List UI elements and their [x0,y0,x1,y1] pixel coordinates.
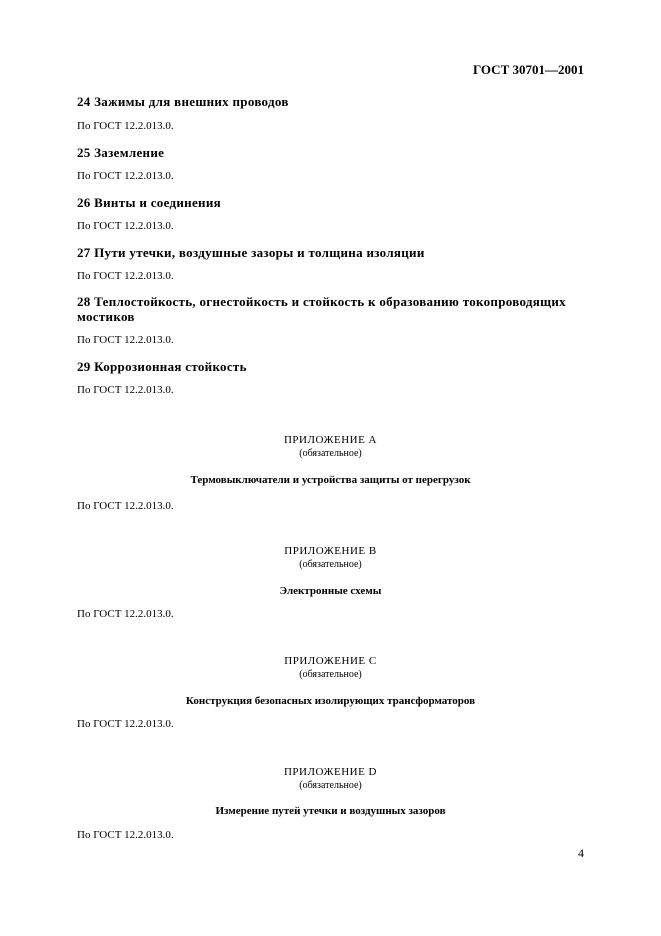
appendix-c-text: По ГОСТ 12.2.013.0. [77,718,174,730]
section-25-title: 25 Заземление [77,145,165,160]
appendix-c-status: (обязательное) [299,669,362,680]
appendix-b-status: (обязательное) [299,559,362,570]
appendix-a-text: По ГОСТ 12.2.013.0. [77,500,174,512]
appendix-a-status: (обязательное) [299,448,362,459]
document-id: ГОСТ 30701—2001 [472,62,584,77]
appendix-c-title: Конструкция безопасных изолирующих трансформаторов [185,695,476,707]
appendix-d-label: ПРИЛОЖЕНИЕ D [283,766,377,778]
section-25-text: По ГОСТ 12.2.013.0. [77,170,174,182]
page-number: 4 [578,846,584,860]
section-26-text: По ГОСТ 12.2.013.0. [77,220,174,232]
appendix-b-label: ПРИЛОЖЕНИЕ В [284,545,377,557]
appendix-a-label: ПРИЛОЖЕНИЕ А [283,434,377,446]
section-29-text: По ГОСТ 12.2.013.0. [77,384,174,396]
section-27-text: По ГОСТ 12.2.013.0. [77,270,174,282]
appendix-c-label: ПРИЛОЖЕНИЕ С [284,655,377,667]
section-26-title: 26 Винты и соединения [77,195,221,210]
appendix-a-title: Термовыключатели и устройства защиты от перегрузок [190,474,471,486]
section-24-title: 24 Зажимы для внешних проводов [77,94,289,109]
section-28-text: По ГОСТ 12.2.013.0. [77,334,174,346]
section-27-title: 27 Пути утечки, воздушные зазоры и толщина изоляции [77,245,425,260]
appendix-b-text: По ГОСТ 12.2.013.0. [77,608,174,620]
appendix-d-status: (обязательное) [299,780,362,791]
appendix-d-text: По ГОСТ 12.2.013.0. [77,829,174,841]
appendix-b-title: Электронные схемы [279,585,382,597]
section-24-text: По ГОСТ 12.2.013.0. [77,120,174,132]
appendix-d-title: Измерение путей утечки и воздушных зазоров [215,805,446,817]
section-28-title: 28 Теплостойкость, огнестойкость и стойкость к образованию токопроводящих мостиков [77,294,566,324]
section-29-title: 29 Коррозионная стойкость [77,359,247,374]
